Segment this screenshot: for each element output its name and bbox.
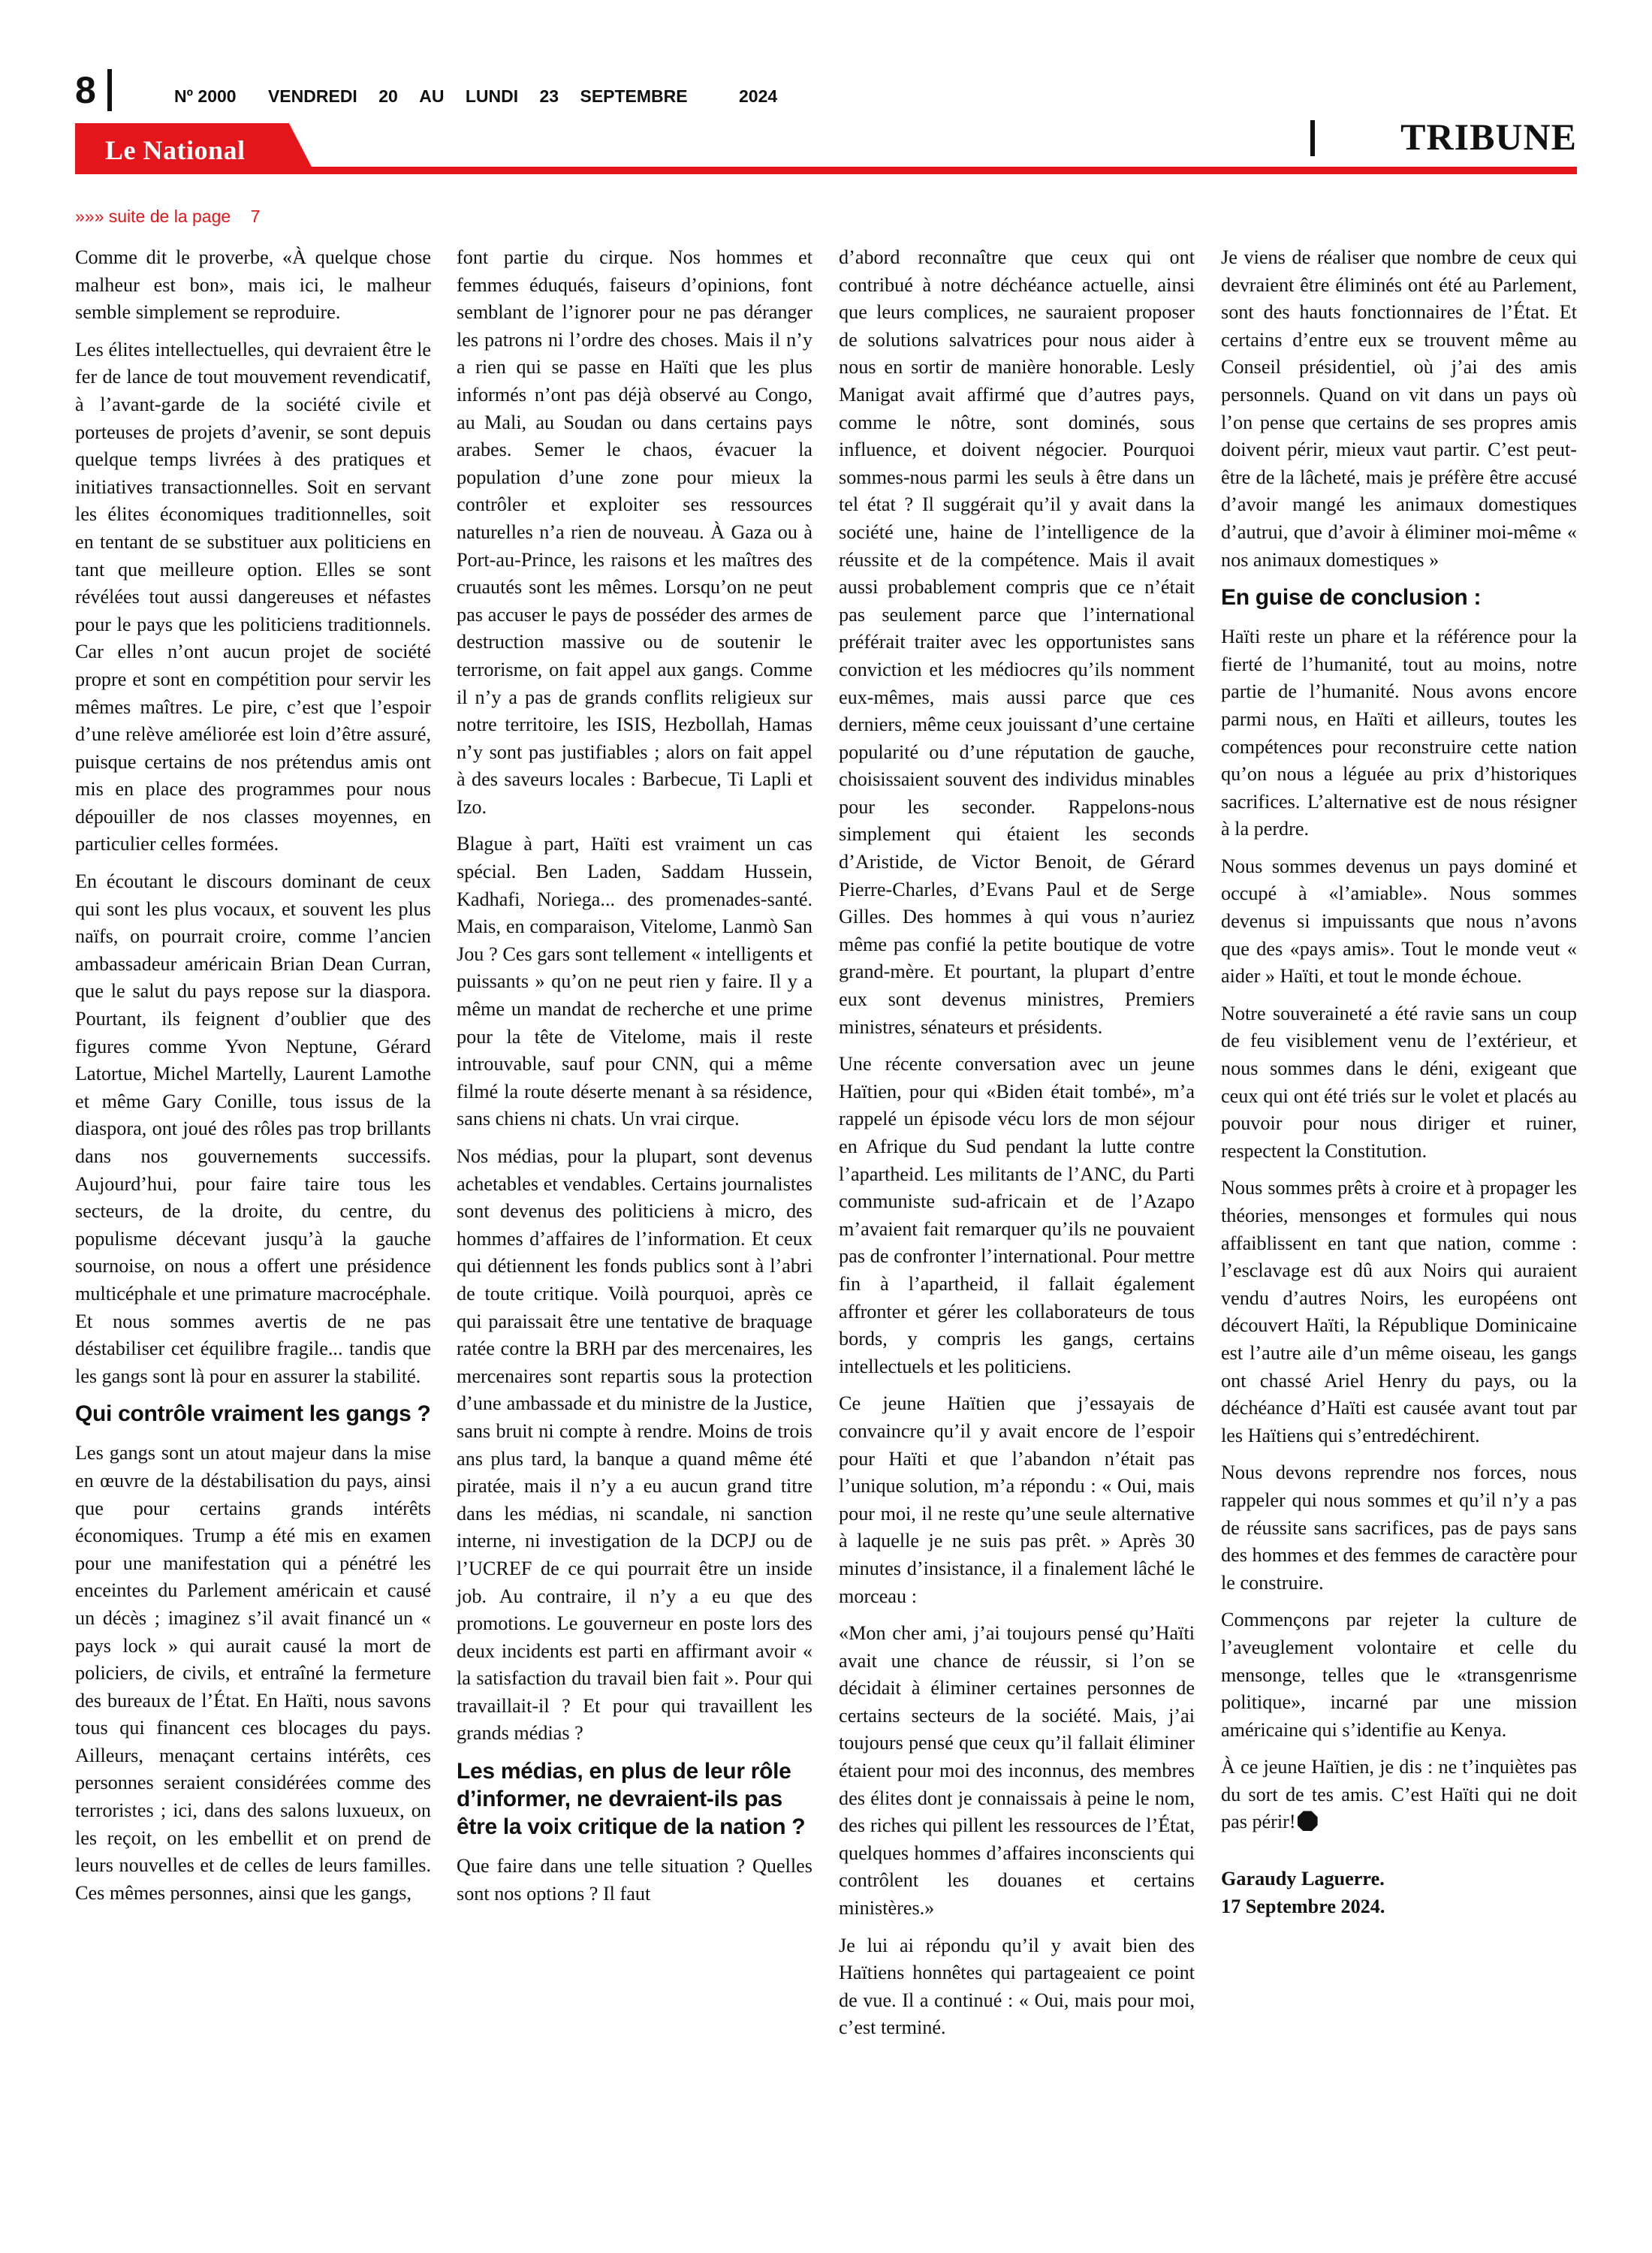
paragraph-text: Garaudy Laguerre. [1221, 1868, 1385, 1890]
end-of-article-icon [1298, 1811, 1318, 1831]
section-heading [1221, 584, 1577, 611]
article-paragraph [839, 1051, 1195, 1380]
article-paragraph [1221, 853, 1577, 991]
paragraph-text: Les élites intellectuelles, qui devraient être le fer de lance de tout mouvement revendicatif, à l’avant-garde de la société civile et porteuses de projets d’avenir, se sont depuis quelque temps livrées à des pratiques et initiatives transactionnelles. Soit en servant les élites économiques traditionnelles, soit en tentant de se substituer aux politiciens en tant que meilleure option. Elles se sont révélées tout aussi dangereuses et néfastes pour le pays que les politiciens traditionnels. Car elles n’ont aucun projet de société propre et sont en compétition pour servir les mêmes maîtres. Le pire, c’est que l’espoir d’une relève améliorée est loin d’être assuré, puisque certains de nos prétendus amis ont mis en place des programmes pour nous dépouiller de nos classes moyennes, en particulier celles formées. [75, 338, 431, 855]
paragraph-text: Les médias, en plus de leur rôle d’informer, ne devraient-ils pas être la voix critique de la nation ? [457, 1759, 806, 1840]
article-paragraph [75, 336, 431, 858]
article-column-2 [457, 244, 812, 1917]
article-paragraph [1221, 1754, 1577, 1836]
paragraph-text: Haïti reste un phare et la référence pour la fierté de l’humanité, tout au moins, notre partie de l’humanité. Nous avons encore parmi nous, en Haïti et ailleurs, toutes les compétences pour reconstruire cette nation qu’on nous a léguée au prix d’historiques sacrifices. L’alternative est de nous résigner à la perdre. [1221, 626, 1577, 840]
continuation-page: 7 [250, 207, 261, 226]
paragraph-text: Je lui ai répondu qu’il y avait bien des Haïtiens honnêtes qui partageaient ce point de vue. Il a continué : « Oui, mais pour moi, c’est terminé. [839, 1934, 1195, 2039]
paragraph-text: Je viens de réaliser que nombre de ceux qui devraient être éliminés ont été au Parlement, sont des hauts fonctionnaires de l’État. Et certains d’entre eux se trouvent même au Conseil présidentiel, où j’ai des amis personnels. Quand on vit dans un pays où l’on pense que certains de ses propres amis doivent périr, mieux vaut partir. C’est peut-être de la lâcheté, mais je préfère être accusé d’avoir mangé les animaux domestiques d’autrui, que d’avoir à éliminer moi-même « nos animaux domestiques » [1221, 246, 1577, 571]
signature-line [1221, 1865, 1577, 1893]
issue-date-end: 23 [539, 86, 559, 106]
issue-day-end: LUNDI [465, 86, 519, 106]
paragraph-text: Ce jeune Haïtien que j’essayais de convaincre qu’il y avait encore de l’espoir pour Haïti et que l’abandon n’était pas l’unique solution, m’a répondu : « Oui, mais pour moi, il ne reste qu’une seule alternative à laquelle je ne suis pas prêt. » Après 30 minutes d’insistance, il a finalement lâché le morceau : [839, 1392, 1195, 1607]
paragraph-text: font partie du cirque. Nos hommes et femmes éduqués, faiseurs d’opinions, font semblant de l’ignorer pour ne pas déranger les patrons ni l’ordre des choses. Mais il n’y a rien qui se passe en Haïti que les plus informés n’ont pas déjà observé au Congo, au Mali, au Soudan ou dans certains pays arabes. Semer le chaos, évacuer la population d’une zone pour mieux la contrôler et exploiter ses ressources naturelles n’a rien de nouveau. À Gaza ou à Port-au-Prince, les raisons et les maîtres des cruautés sont les mêmes. Lorsqu’on ne peut pas accuser le pays de posséder des armes de destruction massive ou de soutenir le terrorisme, on fait appel aux gangs. Comme il n’y a pas de grands conflits religieux sur notre territoire, les ISIS, Hezbollah, Hamas n’y sont pas justifiables ; alors on fait appel à des saveurs locales : Barbecue, Ti Lapli et Izo. [457, 246, 812, 818]
section-divider [1310, 120, 1315, 156]
paragraph-text: Nous sommes prêts à croire et à propager les théories, mensonges et formules qui nous affaiblissent en tant que nation, comme : l’esclavage est dû aux Noirs qui auraient vendu d’autres Noirs, les européens ont découvert Haïti, la République Dominicaine est l’autre aile d’un même oiseau, les gangs ont chassé Ariel Henry du pays, ou la déchéance d’Haïti est causée avant tout par les Haïtiens qui s’entredéchirent. [1221, 1177, 1577, 1446]
section-title: TRIBUNE [1400, 116, 1577, 158]
article-paragraph [839, 1620, 1195, 1923]
article-paragraph [457, 244, 812, 821]
paragraph-text: Les gangs sont un atout majeur dans la mise en œuvre de la déstabilisation du pays, ainsi que pour certains grands intérêts économiques. Trump a été mis en examen pour une manifestation qui a pénétré les enceintes du Parlement américain et causé un décès ; imaginez s’il avait financé un « pays lock » qui aurait causé la mort de policiers, de civils, et entraîné la fermeture des bureaux de l’État. En Haïti, nous savons tous qui financent ces blocages du pays. Ailleurs, menaçant certains intérêts, ces personnes seraient considérées comme des terroristes ; ici, dans des salons luxueux, on les reçoit, on les embellit et on prend de leurs nouvelles et de celles de leurs familles. Ces mêmes personnes, ainsi que les gangs, [75, 1442, 431, 1904]
paragraph-text: 17 Septembre 2024. [1221, 1895, 1385, 1917]
continuation-label: suite de la page [108, 207, 231, 226]
paragraph-text: Notre souveraineté a été ravie sans un coup de feu visiblement venu de l’extérieur, et nous sommes dans le déni, exigeant que ceux qui ont été triés sur le volet et placés au pouvoir pour nous diriger et ruiner, respectent la Constitution. [1221, 1002, 1577, 1162]
section-heading [75, 1400, 431, 1428]
page-number: 8 [75, 69, 96, 111]
continuation-arrows: »»» [75, 207, 104, 226]
article-paragraph [839, 1390, 1195, 1610]
article-paragraph [457, 1853, 812, 1908]
continuation-note [75, 206, 260, 227]
paragraph-text: Comme dit le proverbe, «À quelque chose malheur est bon», mais ici, le malheur semble simplement se reproduire. [75, 246, 431, 324]
paragraph-text: Nous devons reprendre nos forces, nous rappeler qui nous sommes et qu’il n’y a pas de réussite sans sacrifices, pas de pays sans des hommes et des femmes de caractère pour le construire. [1221, 1461, 1577, 1594]
article-paragraph [1221, 623, 1577, 843]
article-paragraph [839, 1932, 1195, 2042]
article-column-4 [1221, 244, 1577, 1920]
paragraph-text: «Mon cher ami, j’ai toujours pensé qu’Haïti avait une chance de réussir, si l’on se décidait à éliminer certaines personnes de certains secteurs de la société. Mais, j’ai toujours pensé que ceux qu’il fallait éliminer étaient pour moi des inconnus, des membres des élites dont je connaissais à peine le nom, des riches qui pillent les ressources de l’État, quelques hommes d’affaires inconscients qui contrôlent les douanes et certains ministères.» [839, 1622, 1195, 1920]
paragraph-text: Blague à part, Haïti est vraiment un cas spécial. Ben Laden, Saddam Hussein, Kadhafi, Noriega... des promenades-santé. Mais, en comparaison, Vitelome, Lanmò San Jou ? Ces gars sont tellement « intelligents et puissants » qu’on ne peut rien y faire. Il y a même un mandat de recherche et une prime pour la tête de Vitelome, mais il reste introuvable, sauf pour CNN, qui a même filmé la route déserte menant à sa résidence, sans chiens ni chats. Un vrai cirque. [457, 833, 812, 1130]
signature-spacer [1221, 1846, 1577, 1865]
paragraph-text: Nos médias, pour la plupart, sont devenus achetables et vendables. Certains journalistes sont devenus des politiciens à micro, des hommes d’affaires de l’information. Et ceux qui détiennent les fonds publics sont à l’abri de toute critique. Voilà pourquoi, après ce qui paraissait être une tentative de braquage ratée contre la BRH par des mercenaires, les mercenaires sont repartis sous la protection d’une ambassade et du ministre de la Justice, sans bruit ni compte à rendre. Moins de trois ans plus tard, la banque a quand même été piratée, mais il n’y a eu aucun grand titre dans les médias, ni scandale, ni sanction interne, ni investigation de la DCPJ ou de l’UCREF de ce qui pourrait être un inside job. Au contraire, il n’y a eu que des promotions. Le gouverneur en poste lors des deux incidents est parti en affirmant avoir « la satisfaction du travail bien fait ». Pour qui travaillait-il ? Et pour qui travaillent les grands médias ? [457, 1145, 812, 1745]
paragraph-text: Une récente conversation avec un jeune Haïtien, pour qui «Biden était tombé», m’a rappelé un épisode vécu lors de mon séjour en Afrique du Sud pendant la lutte contre l’apartheid. Les militants de l’ANC, du Parti communiste sud-africain et de l’Azapo m’avaient fait remarquer qu’ils ne pouvaient pas de confronter l’international. Pour mettre fin à l’apartheid, il fallait également affronter et gérer les collaborateurs de tous bords, y compris les gangs, certains intellectuels et les politiciens. [839, 1053, 1195, 1377]
page-number-divider [107, 69, 112, 111]
article-paragraph [1221, 1459, 1577, 1597]
article-paragraph [1221, 1000, 1577, 1166]
issue-line [174, 86, 777, 107]
paragraph-text: Commençons par rejeter la culture de l’aveuglement volontaire et celle du mensonge, telles que le «transgenrisme politique», incarné par une mission américaine qui s’identifie au Kenya. [1221, 1609, 1577, 1741]
paragraph-text: À ce jeune Haïtien, je dis : ne t’inquiètes pas du sort de tes amis. C’est Haïti qui ne doit pas périr! [1221, 1756, 1577, 1833]
section-heading [457, 1757, 812, 1841]
article-paragraph [75, 868, 431, 1390]
issue-number: Nº 2000 [174, 86, 237, 106]
paragraph-text: d’abord reconnaître que ceux qui ont contribué à notre déchéance actuelle, ainsi que leurs complices, ne sauraient proposer de solutions salvatrices pour nous aider à nous en sortir de manière honorable. Lesly Manigat avait affirmé que d’autres pays, comme le nôtre, sont dominés, sous influence, et doivent négocier. Pourquoi sommes-nous parmi les seuls à être dans un tel état ? Il suggérait qu’il y avait dans la société une, haine de l’intelligence de la réussite et de la compétence. Mais il avait aussi probablement compris que ce n’était pas seulement parce que l’international préférait traiter avec les opportunistes sans conviction et les médiocres qu’ils nomment eux-mêmes, mais aussi parce que ces derniers, même ceux jouissant d’une certaine popularité ou d’une réputation de gauche, choisissaient souvent des individus minables pour les seconder. Rappelons-nous simplement qui étaient les seconds d’Aristide, de Victor Benoit, de Gérard Pierre-Charles, d’Evans Paul et de Serge Gilles. Des hommes à qui vous n’auriez même pas confié la petite boutique de votre grand-mère. Et pourtant, la plupart d’entre eux sont devenus ministres, Premiers ministres, sénateurs et présidents. [839, 246, 1195, 1038]
article-paragraph [75, 244, 431, 327]
paragraph-text: En écoutant le discours dominant de ceux qui sont les plus vocaux, et souvent les plus naïfs, on pourrait croire, comme l’ancien ambassadeur américain Brian Dean Curran, que le salut du pays repose sur la diaspora. Pourtant, ils feignent d’oublier que des figures comme Yvon Neptune, Gérard Latortue, Michel Martelly, Laurent Lamothe et même Gary Conille, tous issus de la diaspora, ont joué des rôles pas trop brillants dans nos gouvernements successifs. Aujourd’hui, pour faire taire tous les secteurs, de la droite, du centre, du populisme décevant jusqu’à la gauche sournoise, on nous a offert une présidence multicéphale et une primature macrocéphale. Et nous sommes avertis de ne pas déstabiliser cet équilibre fragile... tandis que les gangs sont là pour en assurer la stabilité. [75, 870, 431, 1387]
article-paragraph [457, 1143, 812, 1748]
paragraph-text: Qui contrôle vraiment les gangs ? [75, 1401, 431, 1427]
brand-logo: Le National [105, 135, 246, 165]
article-paragraph [1221, 1175, 1577, 1449]
article-paragraph [75, 1440, 431, 1907]
header-rule [75, 167, 1577, 174]
article-paragraph [457, 831, 812, 1133]
issue-day: VENDREDI [267, 86, 357, 106]
article-paragraph [1221, 1606, 1577, 1744]
issue-year: 2024 [739, 86, 778, 106]
article-column-3 [839, 244, 1195, 2052]
article-paragraph [839, 244, 1195, 1041]
paragraph-text: En guise de conclusion : [1221, 585, 1482, 611]
issue-au: AU [419, 86, 445, 106]
article-column-1 [75, 244, 431, 1917]
article-paragraph [1221, 244, 1577, 574]
paragraph-text: Nous sommes devenus un pays dominé et occupé à «l’amiable». Nous sommes devenus si impuissants que nous n’avons que des «pays amis». Tout le monde veut « aider » Haïti, et tout le monde échoue. [1221, 855, 1577, 988]
signature-line [1221, 1893, 1577, 1921]
issue-month: SEPTEMBRE [580, 86, 688, 106]
issue-date-start: 20 [378, 86, 398, 106]
paragraph-text: Que faire dans une telle situation ? Quelles sont nos options ? Il faut [457, 1855, 812, 1905]
